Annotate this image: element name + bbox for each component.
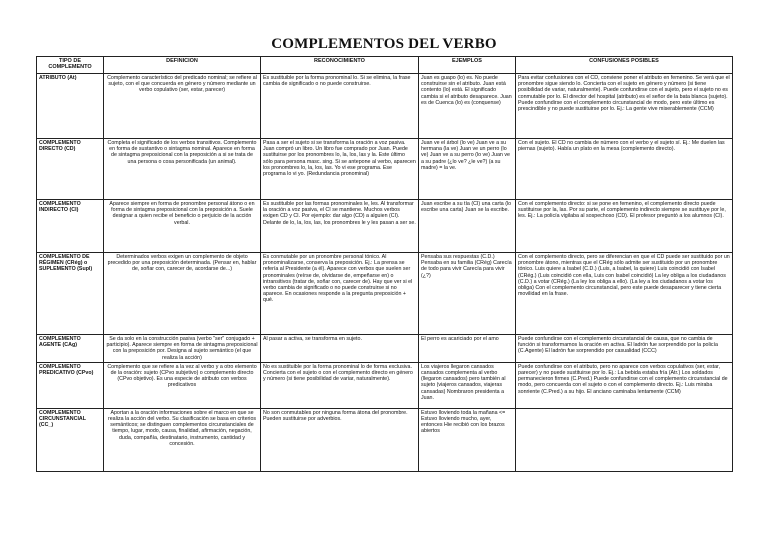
row-definition: Determinados verbos exigen un complemento de objeto precedido por una preposición determinada. (Pensar en, hablar de, soñar con, carecer de, acordarse de...) bbox=[104, 253, 261, 335]
row-name: ATRIBUTO (At) bbox=[37, 74, 104, 139]
row-examples: Pensaba sus respuestas (C.D.) Pensaba en su familia (CRég) Carecía de todo para vivir Carecía para vivir (¿?) bbox=[419, 253, 516, 335]
row-examples: Juan ve el árbol (lo ve) Juan ve a su hermana (la ve) Juan ve un perro (lo ve) Juan ve a su perro (lo ve) Juan ve a su padre (¿lo ve? ¿le ve?) (a su madre) = la ve. bbox=[419, 139, 516, 200]
row-recognition: Pasa a ser el sujeto si se transforma la oración a voz pasiva. Juan compró un libro. Un libro fue comprado por Juan. Puede sustituirse por los pronombres lo, la, los, las y la. Este último sólo para persona masc. sing. Si se antepone al verbo, aparecen los pronombres lo, la, los, las. Yo vi ese programa. Ese programa lo vi yo. (Redundancia pronominal) bbox=[261, 139, 419, 200]
row-confusions: Puede confundirse con el complemento circunstancial de causa, que no cambia de función si transformamos la oración en activa. El ladrón fue sorprendido por la policía (C.Agente) El ladrón fue sorprendido por casualidad (CCC) bbox=[516, 335, 733, 363]
row-name: COMPLEMENTO DIRECTO (CD) bbox=[37, 139, 104, 200]
table-header-row bbox=[37, 57, 733, 74]
table-row bbox=[37, 335, 733, 363]
row-confusions: Puede confundirse con el atributo, pero no aparece con verbos copulativos (ser, estar, parecer) y no puede sustituirse por lo. Ej.: La bebida estaba fría (Atr.) Los soldados permanecieron firmes (C.Pred.) Puede confundirse con el complemento circunstancial de modo, pero concuerda con el sujeto o con el complemento directo. Ej.: Luis miraba sonriente (C.Pred.) a su hijo. El anciano caminaba lentamente (CCM) bbox=[516, 362, 733, 408]
row-definition: Se da solo en la construcción pasiva (verbo "ser" conjugado + participio). Aparece siempre en forma de sintagma preposicional con la preposición por. Designa al sujeto semántico (el que realiza la acción) bbox=[104, 335, 261, 363]
table-row bbox=[37, 253, 733, 335]
row-definition: Complemento característico del predicado nominal; se refiere al sujeto, con el que concuerda en género y número mediante un verbo copulativo (ser, estar, parecer) bbox=[104, 74, 261, 139]
row-name: COMPLEMENTO INDIRECTO (CI) bbox=[37, 200, 104, 253]
row-name: COMPLEMENTO DE RÉGIMEN (CRég) o SUPLEMENTO (Supl) bbox=[37, 253, 104, 335]
row-confusions: Para evitar confusiones con el CD, conviene poner el atributo en femenino. Se verá que el pronombre sigue siendo lo. Concierta con el sujeto en género y número (si tiene posibilidad de variar, naturalmente). Puede confundirse con el sujeto, pero el sujeto no es conmutable por lo. El director del hospital (atributo) es el señor de la bata blanca (sujeto). Puede confundirse con el complemento circunstancial de modo, pero este último es prescindible y no puede sustituirse por lo. Ej.: La gente vive miserablemente (CCM) bbox=[516, 74, 733, 139]
row-recognition: Es sustituible por las formas pronominales le, les. Al transformar la oración a voz pasiva, el CI se mantiene. Muchos verbos exigen CD y CI. Por ejemplo: dar algo (CD) a alguien (CI). Delante de lo, la, los, las, los pronombres le y les pasan a ser se. bbox=[261, 200, 419, 253]
table-row bbox=[37, 74, 733, 139]
row-name: COMPLEMENTO CIRCUNSTANCIAL (CC_) bbox=[37, 408, 104, 471]
row-recognition: Es sustituible por la forma pronominal lo. Si se elimina, la frase cambia de significado o no puede construirse. bbox=[261, 74, 419, 139]
table-row bbox=[37, 362, 733, 408]
row-examples: Juan es guapo (lo) es. No puede construirse sin el atributo. Juan está contento (lo) está. El significado cambia si el atributo desaparece. Juan es de Cuenca (lo) es (conquense) bbox=[419, 74, 516, 139]
row-definition: Aparece siempre en forma de pronombre personal átono o en forma de sintagma preposicional con la preposición a. Suele designar a quien recibe el beneficio o perjuicio de la acción verbal. bbox=[104, 200, 261, 253]
row-examples: El perro es acariciado por el amo bbox=[419, 335, 516, 363]
complements-table bbox=[36, 56, 733, 472]
row-name: COMPLEMENTO AGENTE (CAg) bbox=[37, 335, 104, 363]
row-confusions: Con el sujeto. El CD no cambia de número con el verbo y el sujeto sí. Ej.: Me duelen las piernas (sujeto). Había un plato en la mesa (complemento directo). bbox=[516, 139, 733, 200]
row-recognition: Al pasar a activa, se transforma en sujeto. bbox=[261, 335, 419, 363]
table-row bbox=[37, 408, 733, 471]
table-row bbox=[37, 200, 733, 253]
row-recognition: No es sustituible por la forma pronominal lo de forma exclusiva. Concierta con el sujeto o con el complemento directo en género y número (si tiene posibilidad de variar, naturalmente). bbox=[261, 362, 419, 408]
header-examples: EJEMPLOS bbox=[419, 57, 516, 74]
header-confusions: CONFUSIONES POSIBLES bbox=[516, 57, 733, 74]
row-examples: Estuvo lloviendo toda la mañana <= Estuvo lloviendo mucho, ayer, entonces Hie recibió con los brazos abiertos bbox=[419, 408, 516, 471]
row-definition: Completa el significado de los verbos transitivos. Complemento en forma de sustantivo o sintagma nominal. Aparece en forma de sintagma preposicional con la preposición a si se trata de una persona o cosa personificada (un animal). bbox=[104, 139, 261, 200]
row-definition: Aportan a la oración informaciones sobre el marco en que se realiza la acción del verbo. Su clasificación se basa en criterios semánticos; se distinguen complementos circunstanciales de tiempo, lugar, modo, causa, finalidad, afirmación, negación, duda, compañía, destinatario, instrumento, cantidad y concesión. bbox=[104, 408, 261, 471]
row-confusions bbox=[516, 408, 733, 471]
row-examples: Juan escribe a su tía (CI) una carta (lo escribe una carta) Juan se la escribe. bbox=[419, 200, 516, 253]
row-confusions: Con el complemento directo: si se pone en femenino, el complemento directo puede sustituirse por la, las. Por su parte, el complemento indirecto siempre se sustituye por le, les. Ej.: La policía vigilaba al sospechoso (CD). El profesor preguntó a los alumnos (CI). bbox=[516, 200, 733, 253]
row-name: COMPLEMENTO PREDICATIVO (CPvo) bbox=[37, 362, 104, 408]
table-row bbox=[37, 139, 733, 200]
row-confusions: Con el complemento directo, pero se diferencian en que el CD puede ser sustituido por un pronombre átono, mientras que el CRég sólo admite ser sustituido por un pronombre tónico. Luis quiere a Isabel (C.D.) (Luis, a Isabel, la quiere) Luis coincidió con Isabel (CRég.) (Luis coincidió con ella, Luis con Isabel coincidió) La ley obliga a los ciudadanos (C.D.) a votar (CRég.) (La ley los obliga a ello). (La ley a los ciudadanos a votar los obliga) Con el complemento circunstancial, pero este puede desaparecer y tiene cierta movilidad en la frase. bbox=[516, 253, 733, 335]
row-examples: Los viajeros llegaron cansados cansados complementa al verbo (llegaron cansados) pero también al sujeto (viajeros cansados, viajeras cansadas) Nombraron presidenta a Juan. bbox=[419, 362, 516, 408]
row-recognition: No son conmutables por ninguna forma átona del pronombre. Pueden sustituirse por adverbios. bbox=[261, 408, 419, 471]
page-title: COMPLEMENTOS DEL VERBO bbox=[271, 36, 497, 52]
header-type: TIPO DE COMPLEMENTO bbox=[37, 57, 104, 74]
header-definition: DEFINICION bbox=[104, 57, 261, 74]
row-recognition: Es conmutable por un pronombre personal tónico. Al pronominalizarse, conserva la preposición. Ej.: La prensa se refería al Presidente (a él). Aparece con verbos que suelen ser pronominales (reírse de, olvidarse de, empeñarse en) o intransitivos (tratar de, soñar con, carecer de). Hay que ver si el verbo cambia de significado o no puede construirse si no aparece. En ocasiones responde a la pregunta preposición + qué. bbox=[261, 253, 419, 335]
row-definition: Complemento que se refiere a la vez al verbo y a otro elemento de la oración: sujeto (CPvo subjetivo) o complemento directo (CPvo objetivo). Es una especie de atributo con verbos predicativos bbox=[104, 362, 261, 408]
header-recognition: RECONOCIMIENTO bbox=[261, 57, 419, 74]
